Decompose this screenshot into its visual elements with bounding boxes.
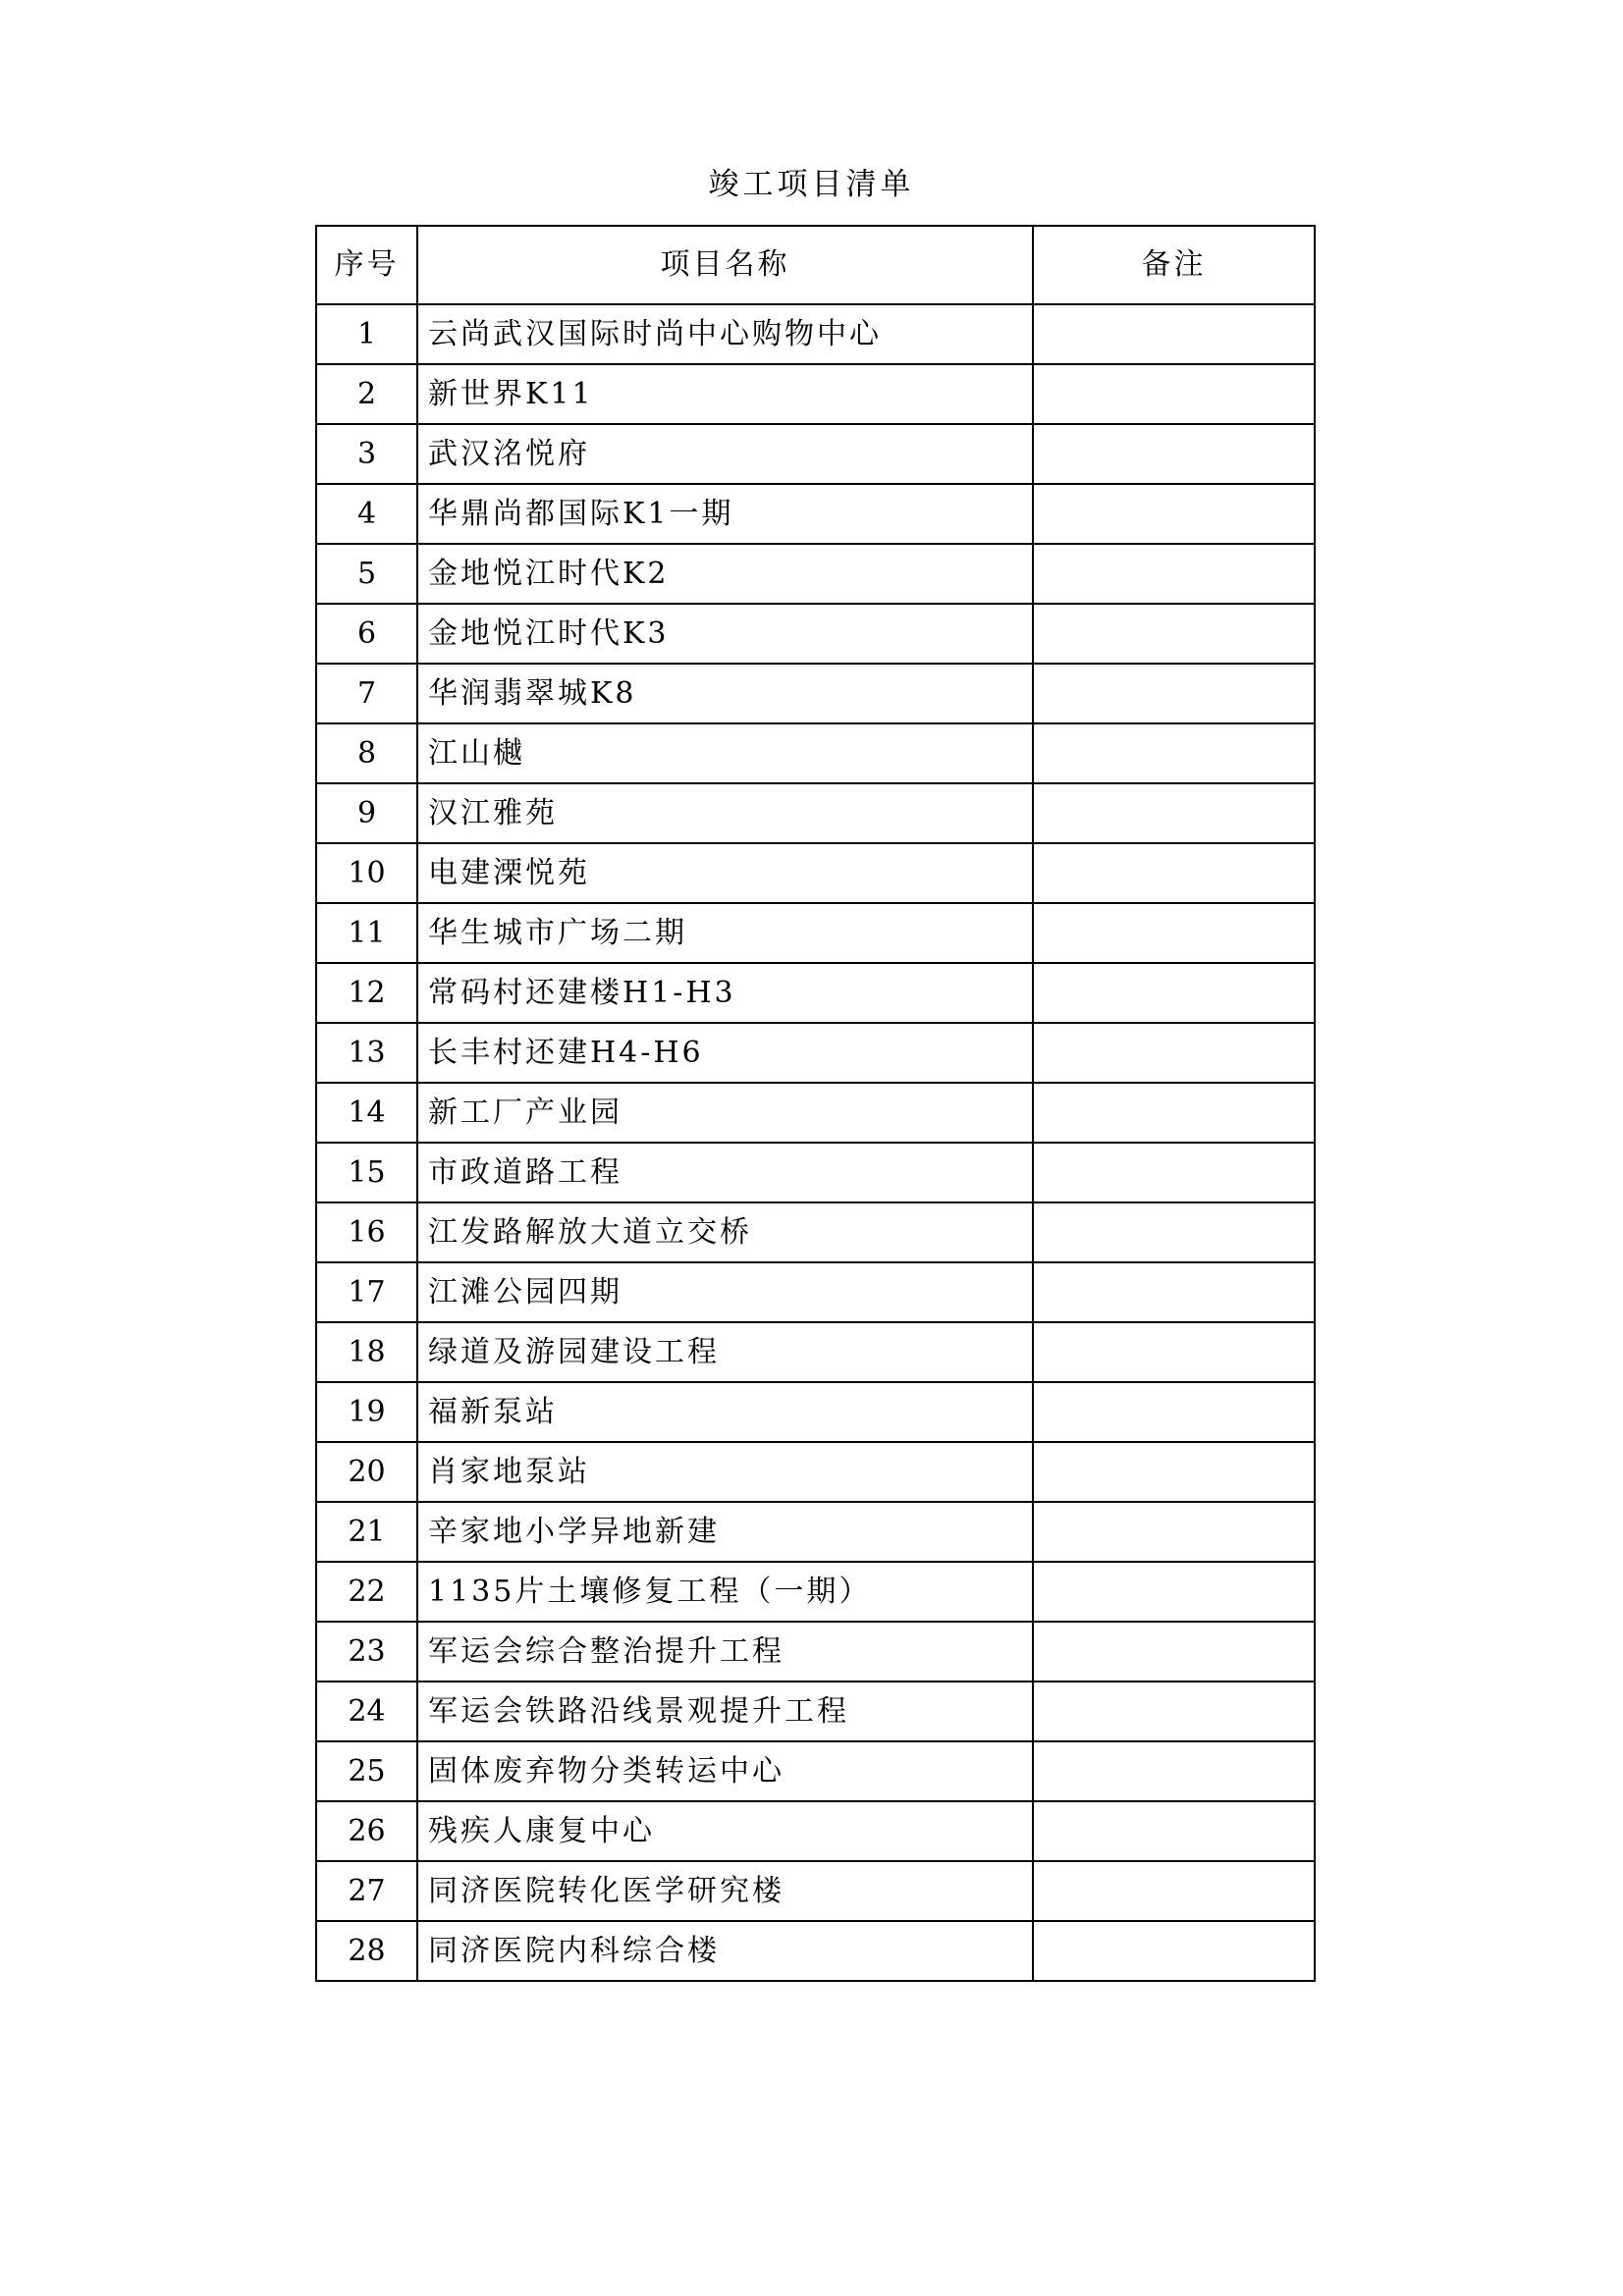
row-remarks [1033, 1322, 1315, 1382]
row-serial-number: 23 [316, 1622, 417, 1682]
table-row [316, 963, 1315, 1023]
row-serial-number: 8 [316, 723, 417, 783]
row-project-name: 军运会铁路沿线景观提升工程 [417, 1682, 1033, 1741]
row-remarks [1033, 1921, 1315, 1981]
row-remarks [1033, 1562, 1315, 1622]
row-serial-number: 18 [316, 1322, 417, 1382]
table-row [316, 1622, 1315, 1682]
row-serial-number: 16 [316, 1202, 417, 1262]
table-row [316, 1502, 1315, 1562]
document-title: 竣工项目清单 [708, 167, 915, 202]
row-serial-number: 6 [316, 604, 417, 664]
row-serial-number: 15 [316, 1143, 417, 1202]
header-serial-number: 序号 [316, 226, 417, 304]
row-project-name: 电建溧悦苑 [417, 843, 1033, 903]
row-remarks [1033, 1442, 1315, 1502]
table-row [316, 424, 1315, 484]
table-row [316, 1442, 1315, 1502]
row-serial-number: 1 [316, 304, 417, 364]
row-remarks [1033, 484, 1315, 544]
table-row [316, 1382, 1315, 1442]
row-project-name: 江滩公园四期 [417, 1262, 1033, 1322]
row-serial-number: 26 [316, 1801, 417, 1861]
table-row [316, 1801, 1315, 1861]
table-row [316, 1861, 1315, 1921]
row-serial-number: 22 [316, 1562, 417, 1622]
row-serial-number: 20 [316, 1442, 417, 1502]
row-remarks [1033, 304, 1315, 364]
row-project-name: 辛家地小学异地新建 [417, 1502, 1033, 1562]
row-project-name: 云尚武汉国际时尚中心购物中心 [417, 304, 1033, 364]
table-header-row [316, 226, 1315, 304]
row-project-name: 同济医院内科综合楼 [417, 1921, 1033, 1981]
table-row [316, 903, 1315, 963]
project-list-table [315, 225, 1316, 1982]
row-project-name: 金地悦江时代K2 [417, 544, 1033, 604]
row-remarks [1033, 604, 1315, 664]
table-row [316, 304, 1315, 364]
row-serial-number: 2 [316, 364, 417, 424]
row-project-name: 江发路解放大道立交桥 [417, 1202, 1033, 1262]
row-remarks [1033, 664, 1315, 723]
table-row [316, 1143, 1315, 1202]
row-remarks [1033, 364, 1315, 424]
row-remarks [1033, 1741, 1315, 1801]
row-remarks [1033, 1622, 1315, 1682]
table-row [316, 783, 1315, 843]
row-remarks [1033, 1801, 1315, 1861]
row-serial-number: 25 [316, 1741, 417, 1801]
table-row [316, 1741, 1315, 1801]
row-project-name: 同济医院转化医学研究楼 [417, 1861, 1033, 1921]
row-serial-number: 28 [316, 1921, 417, 1981]
row-serial-number: 9 [316, 783, 417, 843]
table-row [316, 1921, 1315, 1981]
row-serial-number: 17 [316, 1262, 417, 1322]
row-serial-number: 13 [316, 1023, 417, 1083]
table-row [316, 1083, 1315, 1143]
row-project-name: 1135片土壤修复工程（一期） [417, 1562, 1033, 1622]
row-remarks [1033, 1861, 1315, 1921]
row-serial-number: 24 [316, 1682, 417, 1741]
row-project-name: 福新泵站 [417, 1382, 1033, 1442]
row-remarks [1033, 1023, 1315, 1083]
row-serial-number: 12 [316, 963, 417, 1023]
row-project-name: 华鼎尚都国际K1一期 [417, 484, 1033, 544]
table-row [316, 843, 1315, 903]
row-project-name: 肖家地泵站 [417, 1442, 1033, 1502]
row-remarks [1033, 903, 1315, 963]
row-serial-number: 27 [316, 1861, 417, 1921]
table-row [316, 1562, 1315, 1622]
header-project-name: 项目名称 [417, 226, 1033, 304]
row-project-name: 金地悦江时代K3 [417, 604, 1033, 664]
row-project-name: 残疾人康复中心 [417, 1801, 1033, 1861]
row-remarks [1033, 1502, 1315, 1562]
row-project-name: 江山樾 [417, 723, 1033, 783]
table-row [316, 604, 1315, 664]
table-row [316, 723, 1315, 783]
row-remarks [1033, 424, 1315, 484]
row-project-name: 汉江雅苑 [417, 783, 1033, 843]
table-row [316, 1262, 1315, 1322]
header-remarks: 备注 [1033, 226, 1315, 304]
row-remarks [1033, 963, 1315, 1023]
row-project-name: 新世界K11 [417, 364, 1033, 424]
row-remarks [1033, 544, 1315, 604]
table-row [316, 1023, 1315, 1083]
row-project-name: 绿道及游园建设工程 [417, 1322, 1033, 1382]
row-remarks [1033, 1382, 1315, 1442]
row-serial-number: 11 [316, 903, 417, 963]
table-row [316, 484, 1315, 544]
row-remarks [1033, 1143, 1315, 1202]
table-row [316, 1682, 1315, 1741]
row-serial-number: 21 [316, 1502, 417, 1562]
row-remarks [1033, 1083, 1315, 1143]
row-serial-number: 5 [316, 544, 417, 604]
row-serial-number: 4 [316, 484, 417, 544]
row-project-name: 长丰村还建H4-H6 [417, 1023, 1033, 1083]
table-row [316, 364, 1315, 424]
row-project-name: 华润翡翠城K8 [417, 664, 1033, 723]
row-serial-number: 3 [316, 424, 417, 484]
row-remarks [1033, 1262, 1315, 1322]
row-project-name: 军运会综合整治提升工程 [417, 1622, 1033, 1682]
row-remarks [1033, 843, 1315, 903]
row-remarks [1033, 1202, 1315, 1262]
row-remarks [1033, 723, 1315, 783]
row-project-name: 武汉洺悦府 [417, 424, 1033, 484]
row-remarks [1033, 783, 1315, 843]
row-serial-number: 14 [316, 1083, 417, 1143]
row-project-name: 固体废弃物分类转运中心 [417, 1741, 1033, 1801]
table-row [316, 1202, 1315, 1262]
row-project-name: 华生城市广场二期 [417, 903, 1033, 963]
row-serial-number: 19 [316, 1382, 417, 1442]
row-project-name: 常码村还建楼H1-H3 [417, 963, 1033, 1023]
row-serial-number: 10 [316, 843, 417, 903]
row-project-name: 市政道路工程 [417, 1143, 1033, 1202]
table-row [316, 544, 1315, 604]
table-row [316, 664, 1315, 723]
table-row [316, 1322, 1315, 1382]
row-serial-number: 7 [316, 664, 417, 723]
row-project-name: 新工厂产业园 [417, 1083, 1033, 1143]
row-remarks [1033, 1682, 1315, 1741]
